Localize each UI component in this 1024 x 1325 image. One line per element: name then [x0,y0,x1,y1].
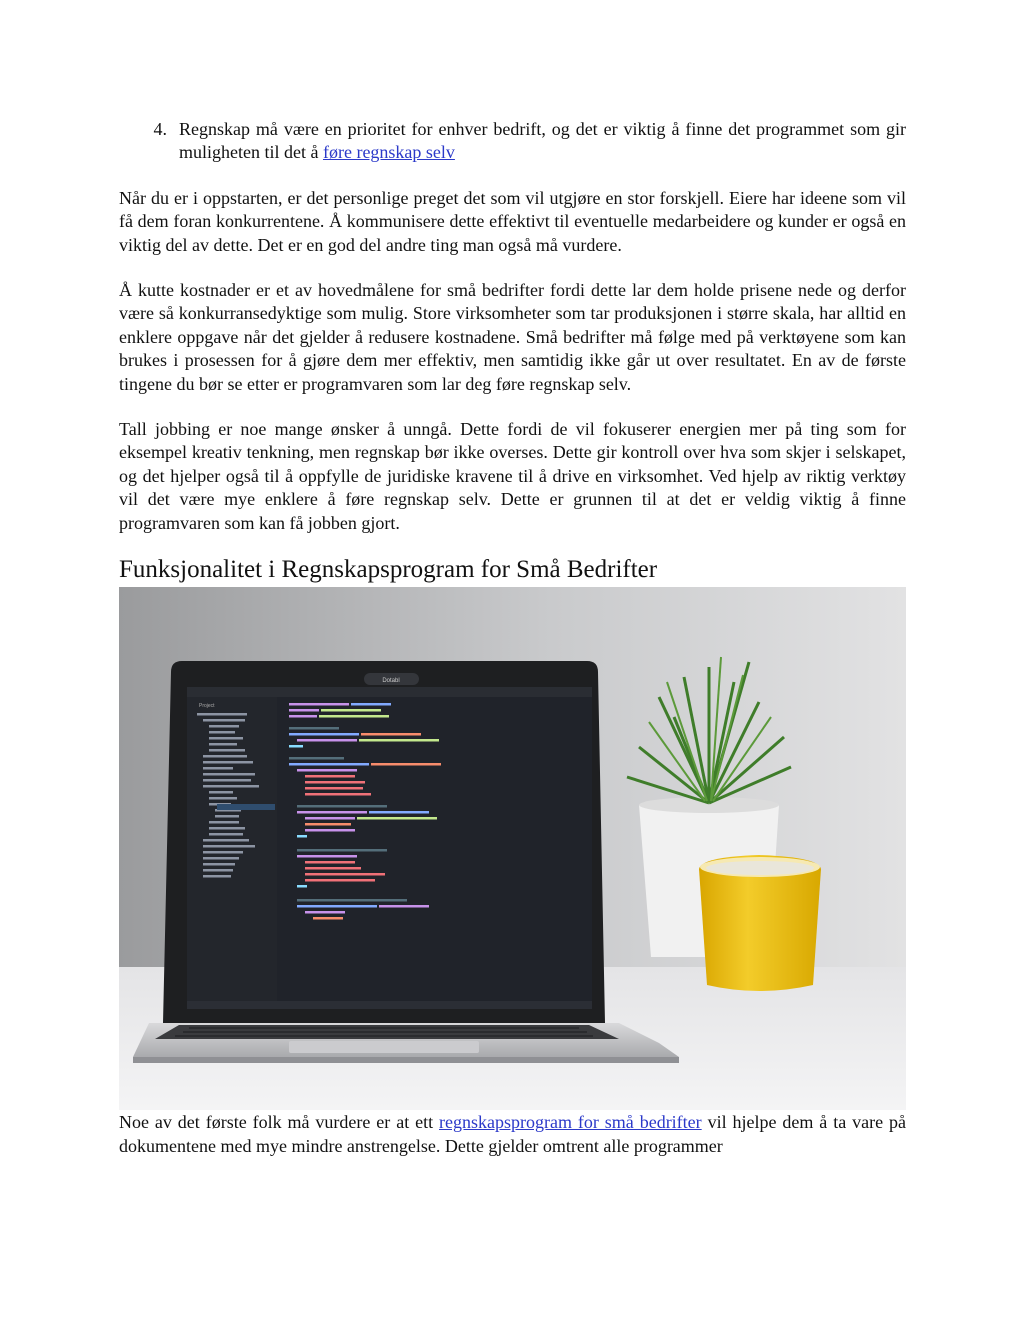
sidebar-header: Project [199,703,215,710]
closing-paragraph [119,1111,906,1158]
section-heading: Funksjonalitet i Regnskapsprogram for Små Bedrifter [119,556,658,584]
list-item-text [179,118,906,165]
screen-title: Dotabl [382,678,400,685]
fore-regnskap-selv-link[interactable]: føre regnskap selv [322,142,455,163]
paragraph-1: Når du er i oppstarten, er det personlige preget det som vil utgjøre en stor forskjell. Eiere har ideene som vil få dem foran konkurrentene. Å kommunisere dette effektivt til eventuelle medarbeidere og kunder er også en viktig del av dette. Det er en god del andre ting man også må vurdere. [119,187,906,255]
regnskapsprogram-link[interactable]: regnskapsprogram for små bedrifter [439,1112,702,1133]
paragraph-2: Å kutte kostnader er et av hovedmålene for små bedrifter fordi dette lar dem holde prisene nede og derfor være så konkurransedyktige som mulig. Store virksomheter som tar produksjonen i større skala, har alltid en enklere oppgave når det gjelder å redusere kostnadene. Små bedrifter må følge med på verktøyene som kan brukes i prosessen for å gjøre dem mer effektiv, men samtidig ikke går ut over resultatet. En av de første tingene du bør se etter er programvaren som lar deg føre regnskap selv. [119,280,906,394]
paragraph-3: Tall jobbing er noe mange ønsker å unngå. Dette fordi de vil fokuserer energien mer på ting som for eksempel kreativ tenkning, men regnskap bør ikke overses. Dette gir kontroll over hva som skjer i selskapet, og det hjelper også til å oppfylle de juridiske kravene til å drive en virksomhet. Ved hjelp av riktig verktøy vil det være mye enklere å føre regnskap selv. Dette er grunnen til at det er veldig viktig å finne programvaren som kan få jobben gjort. [119,419,906,533]
list-item [119,118,906,165]
closing-text-end: vil hjelpe dem å ta vare på dokumentene med mye mindre anstrengelse. Dette gjelder omtrent alle programmer [119,1112,906,1156]
document-page [119,118,906,1158]
closing-text-start: Noe av det første folk må vurdere er at ett [119,1112,440,1133]
list-item-text-body: Regnskap må være en prioritet for enhver bedrift, og det er viktig å finne det programmet som gir muligheten til det å [179,119,906,163]
laptop-photo [119,587,906,1110]
list-number: 4. [153,119,167,139]
